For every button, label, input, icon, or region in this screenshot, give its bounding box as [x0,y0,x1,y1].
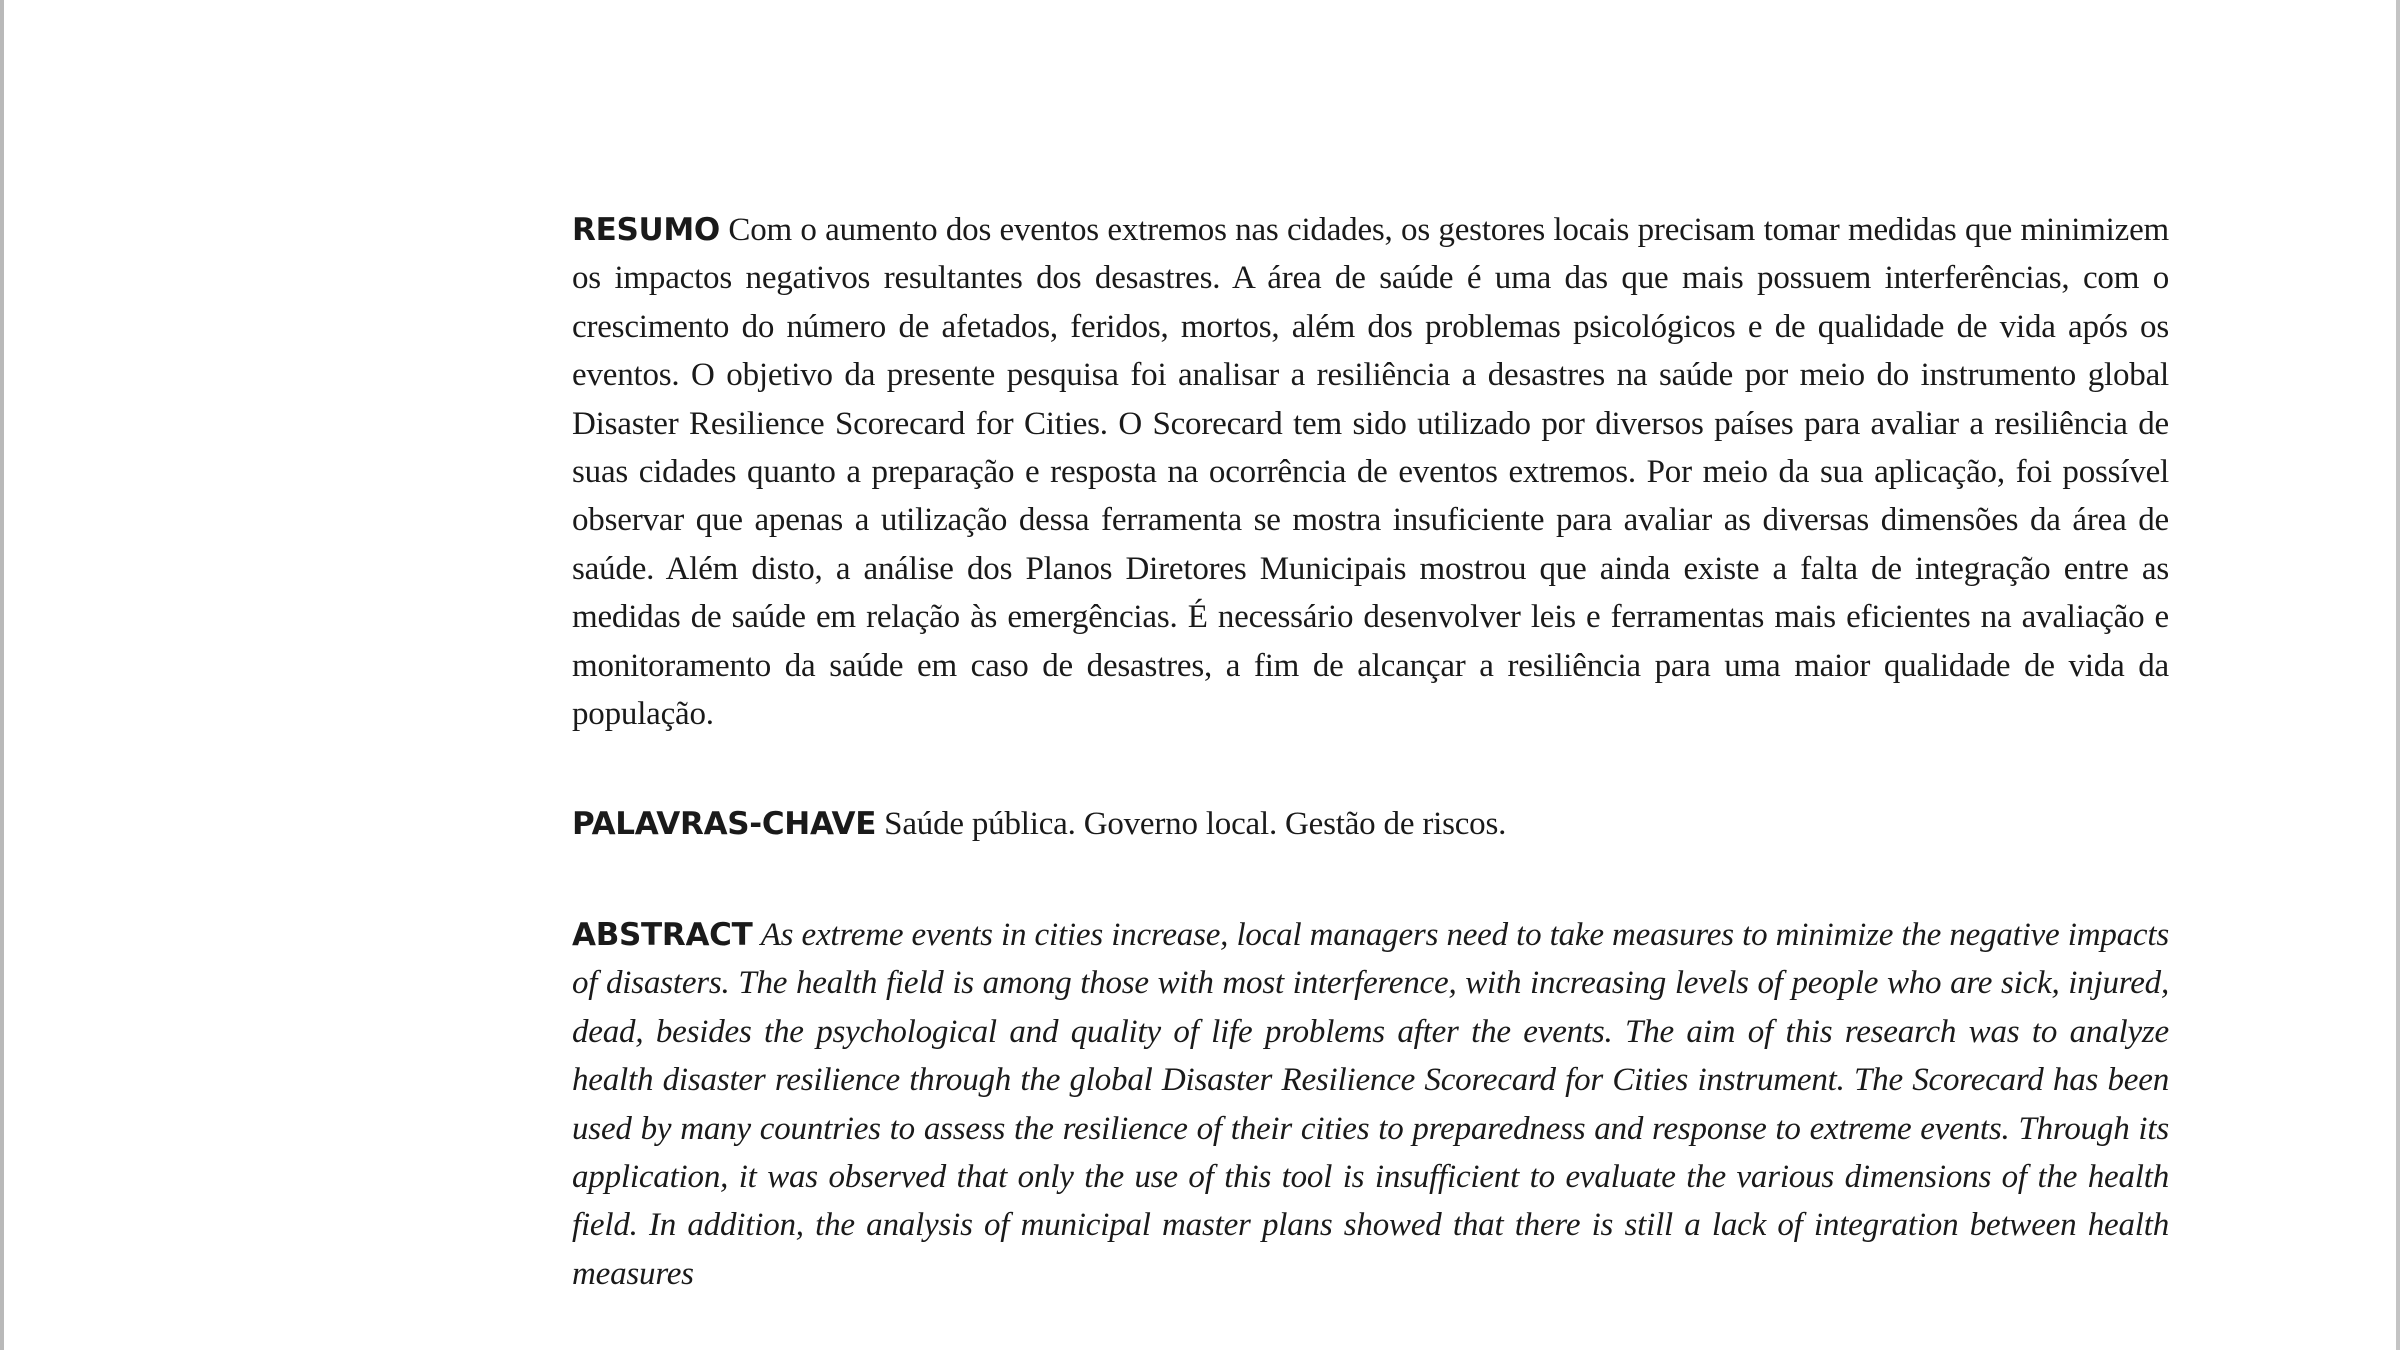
document-page [4,0,2396,1350]
keywords-label: PALAVRAS-CHAVE [572,806,877,843]
keywords-text: Saúde pública. Governo local. Gestão de riscos. [884,806,1507,843]
keywords-paragraph [572,800,2169,848]
page-content [572,206,2169,1298]
viewer-right-border [2396,0,2400,1350]
resumo-label: RESUMO [572,212,720,248]
resumo-paragraph [572,206,2169,738]
abstract-text: As extreme events in cities increase, local managers need to take measures to minimize the negative impacts of disasters. The health field is among those with most interference, with increasing levels of people who are sick, injured, dead, besides the psychological and quality of life problems after the events. The aim of this research was to analyze health disaster resilience through the global Disaster Resilience Scorecard for Cities instrument. The Scorecard has been used by many countries to assess the resilience of their cities to preparedness and response to extreme events. Through its application, it was observed that only the use of this tool is insufficient to evaluate the various dimensions of the health field. In addition, the analysis of municipal master plans showed that there is still a lack of integration between health measures [572,916,2169,1292]
abstract-paragraph [572,911,2169,1298]
abstract-label: ABSTRACT [572,916,753,953]
resumo-text: Com o aumento dos eventos extremos nas cidades, os gestores locais precisam tomar medidas que minimizem os impactos negativos resultantes dos desastres. A área de saúde é uma das que mais possuem interferências, com o crescimento do número de afetados, feridos, mortos, além dos problemas psicológicos e de qualidade de vida após os eventos. O objetivo da presente pesquisa foi analisar a resiliência a desastres na saúde por meio do instrumento global Disaster Resilience Scorecard for Cities. O Scorecard tem sido utilizado por diversos países para avaliar a resiliência de suas cidades quanto a preparação e resposta na ocorrência de eventos extremos. Por meio da sua aplicação, foi possível observar que apenas a utilização dessa ferramenta se mostra insuficiente para avaliar as diversas dimensões da área de saúde. Além disto, a análise dos Planos Diretores Municipais mostrou que ainda existe a falta de integração entre as medidas de saúde em relação às emergências. É necessário desenvolver leis e ferramentas mais eficientes na avaliação e monitoramento da saúde em caso de desastres, a fim de alcançar a resiliência para uma maior qualidade de vida da população. [572,212,2169,733]
